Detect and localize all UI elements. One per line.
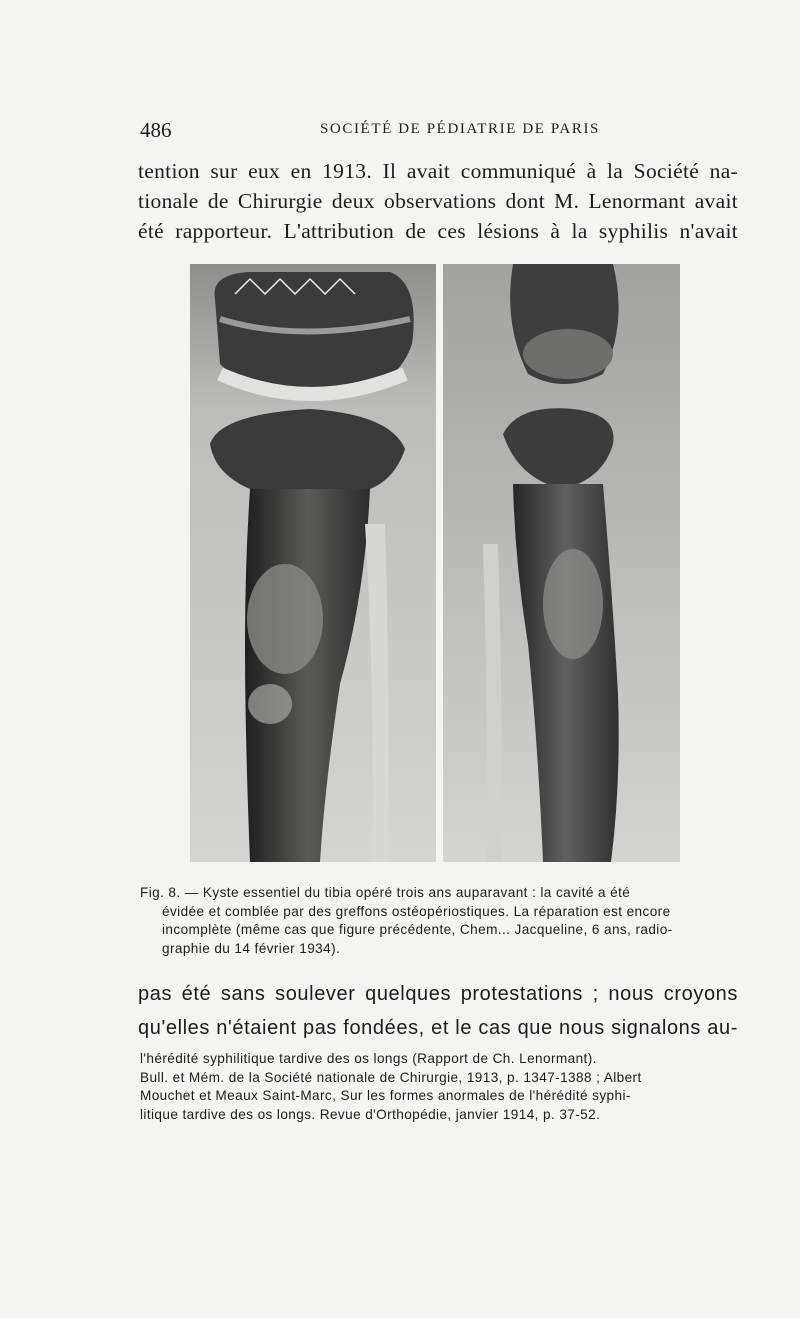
figure-8 <box>190 264 680 862</box>
text-line: tionale de Chirurgie deux observations dont M. Lenormant avait <box>138 189 738 213</box>
paragraph-bottom <box>138 977 738 1045</box>
caption-line: évidée et comblée par des greffons ostéopériostiques. La réparation est encore <box>162 903 671 919</box>
caption-line: incomplète (même cas que figure précédente, Chem... Jacqueline, 6 ans, radio- <box>162 922 673 937</box>
figure-caption <box>140 884 738 958</box>
footnote-line: Mouchet et Meaux Saint-Marc, Sur les formes anormales de l'hérédité syphi- <box>140 1088 631 1103</box>
text-line: été rapporteur. L'attribution de ces lésions à la syphilis n'avait <box>138 219 738 243</box>
page-number: 486 <box>140 118 172 142</box>
page-header <box>140 118 740 148</box>
footnote-line: l'hérédité syphilitique tardive des os longs (Rapport de Ch. Lenormant). <box>140 1051 597 1066</box>
text-line: tention sur eux en 1913. Il avait communiqué à la Société na- <box>138 159 738 183</box>
text-line: pas été sans soulever quelques protestations ; nous croyons <box>138 983 738 1005</box>
footnote-line: litique tardive des os longs. Revue d'Orthopédie, janvier 1914, p. 37-52. <box>140 1106 601 1122</box>
radiograph-lateral <box>443 264 680 862</box>
caption-line: graphie du 14 février 1934). <box>162 940 341 956</box>
caption-line: Fig. 8. — Kyste essentiel du tibia opéré trois ans auparavant : la cavité a été <box>140 885 631 900</box>
text-line: qu'elles n'étaient pas fondées, et le cas que nous signalons au- <box>138 1017 738 1039</box>
paragraph-top <box>138 156 738 246</box>
footnote-line: Bull. et Mém. de la Société nationale de Chirurgie, 1913, p. 1347-1388 ; Albert <box>140 1069 642 1085</box>
running-title: SOCIÉTÉ DE PÉDIATRIE DE PARIS <box>319 121 601 137</box>
radiograph-frontal <box>190 264 436 862</box>
footnote <box>140 1050 740 1124</box>
